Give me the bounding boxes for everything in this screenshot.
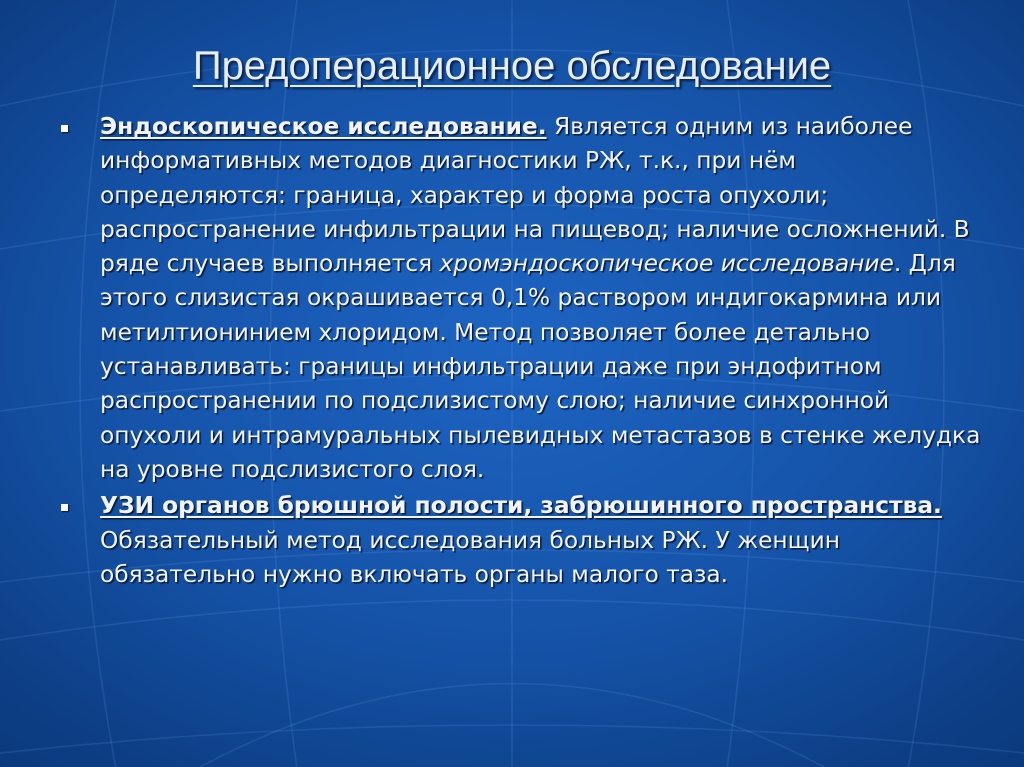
bullet-square-icon [61, 125, 68, 132]
item-heading: УЗИ органов брюшной полости, забрюшинного пространства. [100, 492, 942, 520]
bullet-square-icon [61, 504, 68, 511]
bullet-list [58, 110, 988, 592]
list-item-endoscopy [58, 110, 988, 487]
item-text: Обязательный метод исследования больных РЖ. У женщин обязательно нужно включать органы малого таза. [100, 526, 840, 588]
item-text-continued: . Для этого слизистая окрашивается 0,1% раствором индигокармина или метилтионинием хлоридом. Метод позволяет более детально устанавливать: границы инфильтрации даже при эндофитном распространении по подслизистому слою; наличие синхронной опухоли и интрамуральных пылевидных метастазов в стенке желудка на уровне подслизистого слоя. [100, 250, 981, 483]
slide-title: Предоперационное обследование [192, 44, 832, 88]
item-text: Является одним из наиболее информативных методов диагностики РЖ, т.к., при нём определяются: граница, характер и форма роста опухоли; распространение инфильтрации на пищевод; наличие осложнений. В ряде случаев выполняется [100, 113, 970, 278]
item-heading: Эндоскопическое исследование. [100, 113, 547, 140]
item-italic-text: хромэндоскопическое исследование [439, 250, 894, 278]
list-item-ultrasound [58, 489, 988, 592]
